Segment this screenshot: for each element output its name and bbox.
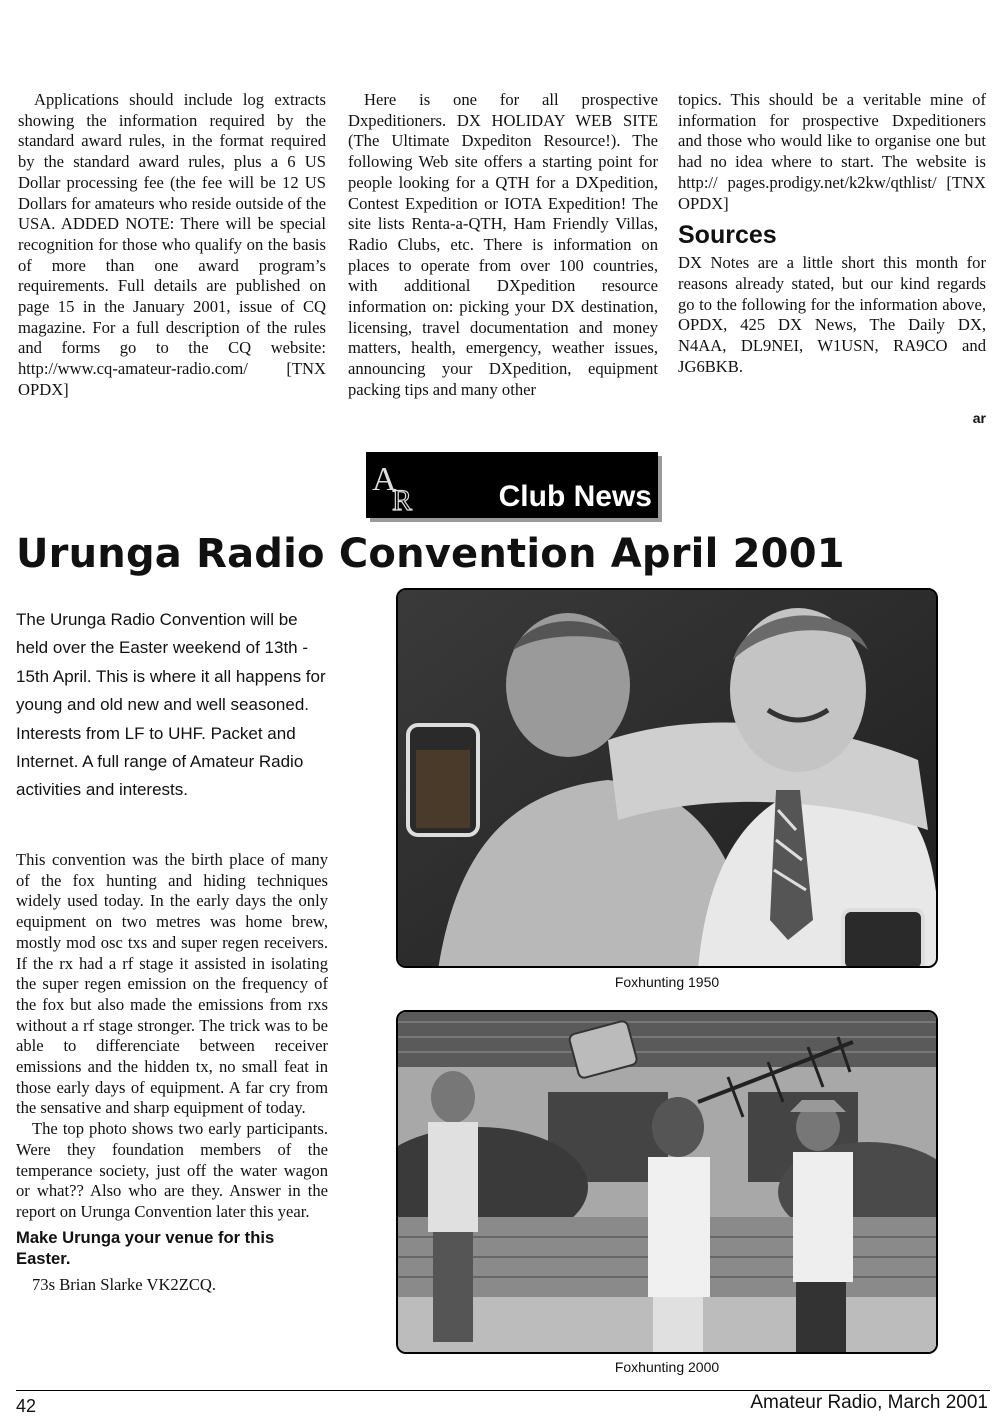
publication-info: Amateur Radio, March 2001 — [750, 1392, 988, 1413]
sources-heading: Sources — [678, 221, 777, 250]
page-number: 42 — [16, 1396, 37, 1416]
foxhunting-1950-photo — [396, 588, 938, 968]
article-body — [16, 850, 328, 1295]
club-news-title: Club News — [498, 480, 652, 513]
two-men-toasting-image — [398, 590, 938, 968]
svg-text:R: R — [392, 484, 413, 512]
article-intro: The Urunga Radio Convention will be held over the Easter weekend of 13th - 15th April. This is where it all happens for young and old new and well seasoned. Interests from LF to UHF. Packet and Internet. A full range of Amateur Radio activities and interests. — [16, 610, 326, 800]
end-of-article-mark: ar — [972, 410, 986, 426]
foxhunters-with-antennas-image — [398, 1012, 938, 1354]
previous-article-column-1 — [18, 90, 326, 401]
club-news-banner — [366, 452, 658, 518]
photo-question-paragraph: The top photo shows two early participants. Were they foundation members of the temperance society, just off the water wagon or what?? Also who are they. Answer in the report on Urunga Convention later this year. — [16, 1119, 328, 1221]
svg-text:A: A — [372, 461, 397, 498]
article-headline: Urunga Radio Convention April 2001 — [16, 531, 845, 577]
award-rules-paragraph: Applications should include log extracts showing the information required by the standard award rules, in the format required by the standard award rules, plus a 6 US Dollar processing fee (the fee will be 12 US Dollars for amateurs who reside outside of the USA. ADDED NOTE: There will be special recognition for those who qualify on the basis of more than one award program’s requirements. Full details are published on page 15 in the January 2001, issue of CQ magazine. For a full description of the rules and forms go to the CQ website: http://www.cq-amateur-radio.com/ [TNX OPDX] — [18, 90, 326, 399]
previous-article-column-3 — [678, 90, 986, 377]
bottom-photo-caption: Foxhunting 2000 — [614, 1359, 720, 1375]
foxhunting-2000-photo — [396, 1010, 938, 1354]
previous-article-column-2 — [348, 90, 658, 401]
author-signoff: 73s Brian Slarke VK2ZCQ. — [32, 1274, 217, 1294]
ar-logo-icon — [370, 458, 422, 512]
top-photo-caption: Foxhunting 1950 — [614, 974, 720, 990]
footer-rule — [16, 1390, 990, 1391]
dx-holiday-paragraph: Here is one for all prospective Dxpeditioners. DX HOLIDAY WEB SITE (The Ultimate Dxpediton Resource!). The following Web site offers a starting point for people looking for a QTH for a DXpedition, Contest Expedition or IOTA Expedition! The site lists Renta-a-QTH, Ham Friendly Villas, Radio Clubs, etc. There is information on places to operate from over 100 countries, with additional DXpedition resource information on: picking your DX destination, licensing, travel documentation and money matters, health, emergency, weather issues, announcing your DXpedition, equipment packing tips and many other — [348, 90, 658, 399]
closing-call-to-action: Make Urunga your venue for this Easter. — [16, 1227, 275, 1268]
history-paragraph: This convention was the birth place of many of the fox hunting and hiding techniques widely used today. In the early days the only equipment on two metres was home brew, mostly mod osc txs and super regen receivers. If the rx had a rf stage it assisted in isolating the super regen emission on the frequency of the fox but also made the emissions from rxs without a rf stage stronger. The trick was to be able to differenciate between receiver emissions and the hidden tx, no small feat in those early days of equipment. A far cry from the sensative and sharp equipment of today. — [16, 850, 328, 1118]
dx-holiday-continued-paragraph: topics. This should be a veritable mine of information for prospective Dxpeditioners and those who would like to organise one but had no idea where to start. The website is http:// pages.prodigy.net/k2kw/qthlist/ [TNX OPDX] — [678, 90, 986, 213]
sources-paragraph: DX Notes are a little short this month for reasons already stated, but our kind regards go to the following for the information above, OPDX, 425 DX News, The Daily DX, N4AA, DL9NEI, W1USN, RA9CO and JG6BKB. — [678, 253, 986, 376]
